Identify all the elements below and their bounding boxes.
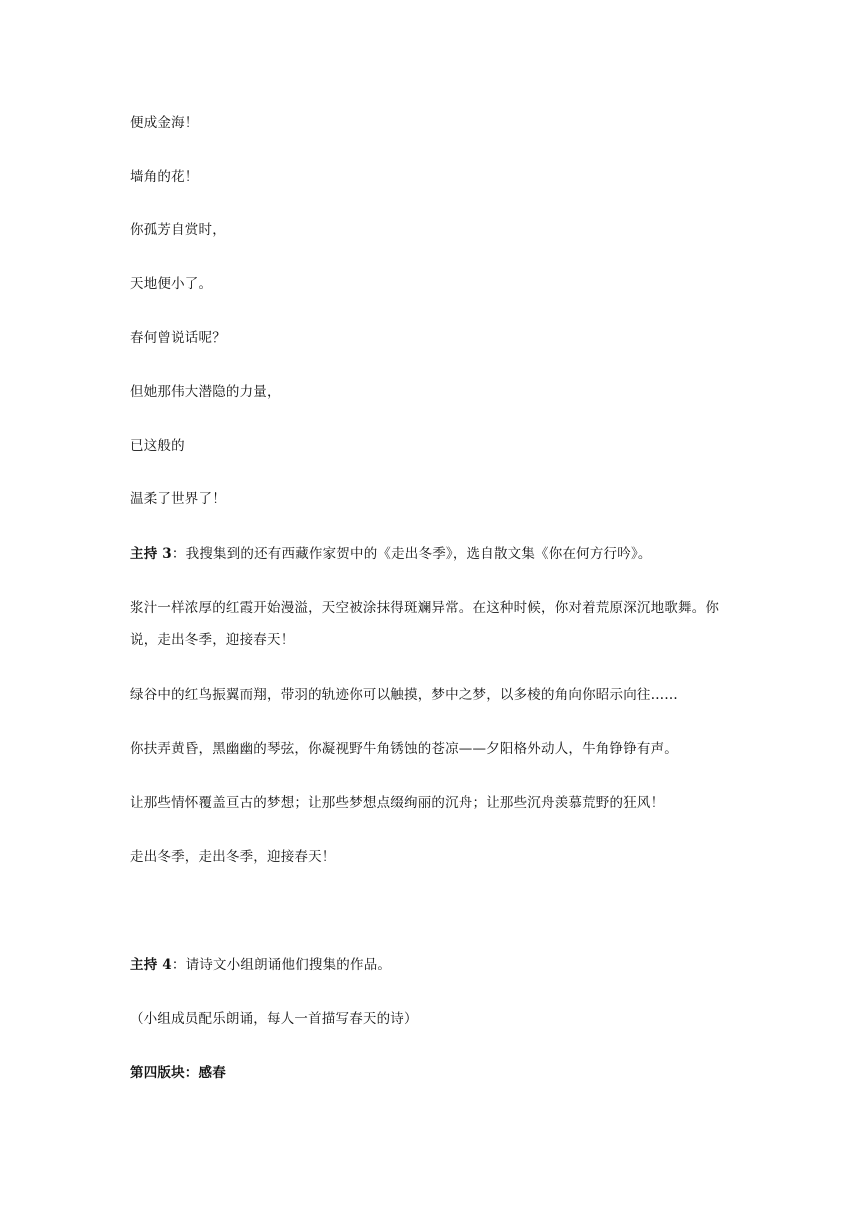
prose-paragraph: 走出冬季，走出冬季，迎接春天！ bbox=[130, 849, 336, 865]
host3-text: ：我搜集到的还有西藏作家贺中的《走出冬季》，选自散文集《你在何方行吟》。 bbox=[171, 546, 652, 562]
prose-paragraph: 绿谷中的红鸟振翼而翔，带羽的轨迹你可以触摸，梦中之梦，以多棱的角向你昭示向往…… bbox=[130, 687, 678, 703]
prose-paragraph: 让那些情怀覆盖亘古的梦想；让那些梦想点缀绚丽的沉舟；让那些沉舟羡慕荒野的狂风！ bbox=[130, 795, 665, 811]
host3-paragraph bbox=[130, 545, 652, 563]
prose-paragraph: 浆汁一样浓厚的红霞开始漫溢，天空被涂抹得斑斓异常。在这种时候，你对着荒原深沉地歌舞。你说，走出冬季，迎接春天！ bbox=[130, 600, 720, 648]
section-heading: 第四版块：感春 bbox=[130, 1065, 226, 1081]
poem-line: 你孤芳自赏时， bbox=[130, 222, 226, 238]
poem-line: 墙角的花！ bbox=[130, 169, 199, 185]
host4-text: ：请诗文小组朗诵他们搜集的作品。 bbox=[171, 957, 392, 973]
poem-line: 天地便小了。 bbox=[130, 276, 213, 292]
host4-paragraph bbox=[130, 956, 391, 974]
poem-line: 温柔了世界了！ bbox=[130, 491, 226, 507]
host3-label: 主持 3 bbox=[130, 546, 172, 562]
poem-line: 但她那伟大潜隐的力量， bbox=[130, 384, 281, 400]
stage-note: （小组成员配乐朗诵，每人一首描写春天的诗） bbox=[130, 1011, 418, 1027]
prose-paragraph: 你扶弄黄昏，黑幽幽的琴弦，你凝视野牛角锈蚀的苍凉——夕阳格外动人，牛角铮铮有声。 bbox=[130, 741, 678, 757]
poem-line: 便成金海！ bbox=[130, 115, 199, 131]
host4-label: 主持 4 bbox=[130, 957, 172, 973]
poem-line: 已这般的 bbox=[130, 438, 185, 454]
poem-line: 春何曾说话呢？ bbox=[130, 330, 226, 346]
